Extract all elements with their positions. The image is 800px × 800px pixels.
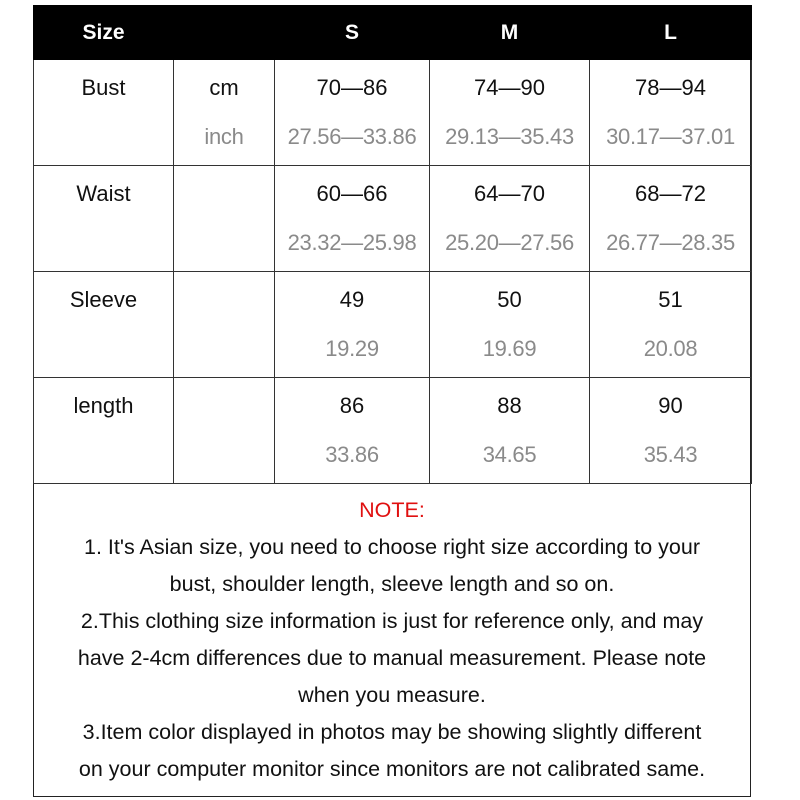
row-waist	[34, 166, 752, 272]
value-cm: 70—86	[316, 75, 388, 100]
row-sleeve	[34, 272, 752, 378]
unit-cell	[174, 60, 275, 166]
note-line: have 2-4cm differences due to manual measurement. Please note	[77, 646, 707, 670]
value-cell-l	[590, 272, 752, 378]
note-title: NOTE:	[359, 498, 425, 522]
unit-cell	[174, 272, 275, 378]
value-cell-l	[590, 378, 752, 484]
row-label: length	[73, 393, 134, 418]
value-inch: 20.08	[643, 336, 698, 361]
value-inch: 26.77—28.35	[606, 230, 735, 255]
value-cm: 86	[339, 393, 365, 418]
value-cm: 50	[497, 287, 522, 312]
row-length	[34, 378, 752, 484]
value-cell-l	[590, 60, 752, 166]
row-bust	[34, 60, 752, 166]
value-inch: 19.29	[325, 336, 379, 361]
unit-cm	[174, 166, 274, 218]
value-inch: 19.69	[482, 336, 537, 361]
value-cm: 74—90	[474, 75, 545, 100]
row-label-cell	[34, 378, 174, 484]
note-line: bust, shoulder length, sleeve length and so on.	[169, 572, 615, 596]
value-inch: 33.86	[325, 442, 379, 467]
value-inch: 29.13—35.43	[445, 124, 574, 149]
value-cm: 60—66	[316, 181, 388, 206]
unit-cm	[174, 272, 274, 324]
size-table	[33, 5, 752, 484]
note-line: on your computer monitor since monitors are not calibrated same.	[78, 757, 706, 781]
unit-inch	[174, 218, 274, 270]
header-m: M	[430, 6, 590, 60]
value-cell-m	[430, 272, 590, 378]
value-cell-s	[275, 60, 430, 166]
header-unit	[174, 6, 275, 60]
header-size: Size	[34, 6, 174, 60]
value-cell-l	[590, 166, 752, 272]
value-inch: 23.32—25.98	[287, 230, 417, 255]
value-cm: 51	[658, 287, 683, 312]
note-line: 1. It's Asian size, you need to choose right size according to your	[83, 535, 700, 559]
value-cm: 88	[497, 393, 522, 418]
note-line: 2.This clothing size information is just for reference only, and may	[80, 609, 704, 633]
value-cm: 64—70	[474, 181, 545, 206]
unit-cm	[174, 378, 274, 430]
row-label-cell	[34, 60, 174, 166]
value-inch: 35.43	[643, 442, 698, 467]
unit-inch	[174, 324, 274, 376]
row-label: Waist	[76, 181, 131, 206]
unit-cell	[174, 166, 275, 272]
value-cm: 68—72	[635, 181, 706, 206]
value-cell-s	[275, 378, 430, 484]
unit-inch: inch	[204, 124, 244, 149]
unit-cell	[174, 378, 275, 484]
row-label-cell	[34, 166, 174, 272]
row-label: Bust	[81, 75, 126, 100]
note-line: when you measure.	[298, 683, 486, 707]
value-cell-s	[275, 272, 430, 378]
note-section	[34, 484, 750, 796]
value-inch: 27.56—33.86	[287, 124, 417, 149]
value-cell-m	[430, 166, 590, 272]
value-inch: 34.65	[482, 442, 537, 467]
header-row	[34, 6, 752, 60]
value-cm: 90	[658, 393, 683, 418]
value-cell-m	[430, 378, 590, 484]
value-cm: 49	[339, 287, 365, 312]
header-l: L	[590, 6, 752, 60]
unit-cm: cm	[209, 75, 239, 100]
value-cell-s	[275, 166, 430, 272]
row-label-cell	[34, 272, 174, 378]
value-cell-m	[430, 60, 590, 166]
value-cm: 78—94	[635, 75, 706, 100]
value-inch: 30.17—37.01	[606, 124, 735, 149]
value-inch: 25.20—27.56	[445, 230, 574, 255]
row-label: Sleeve	[69, 287, 138, 312]
header-s: S	[275, 6, 430, 60]
note-line: 3.Item color displayed in photos may be showing slightly different	[82, 720, 702, 744]
unit-inch	[174, 430, 274, 482]
